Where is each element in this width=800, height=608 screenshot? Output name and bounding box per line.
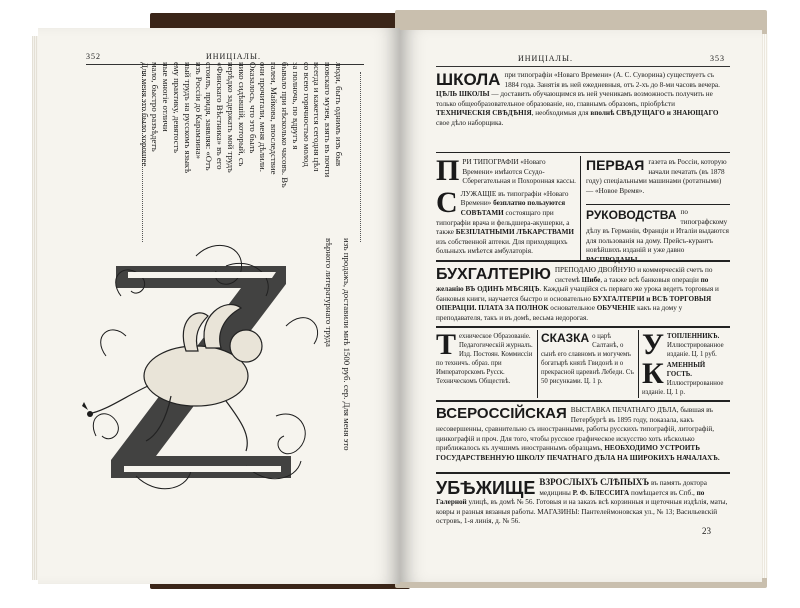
ad-journal-dropcap: Т	[436, 328, 457, 361]
ad-bookkeeping-name: Шибе	[581, 275, 601, 284]
ad-school-goal: ЦѢЛЬ ШКОЛЫ	[436, 90, 490, 99]
ad-exhibition-need: НЕОБХОДИМО УСТРОИТЬ ГОСУДАРСТВЕННУЮ ШКОЛУ ПЕЧАТНАГО ДѢЛА НА ШИРОКИХЪ НАЧАЛАХЪ.	[436, 444, 720, 462]
ad-journal	[436, 328, 534, 386]
ad-drowned-dropcap2: К	[642, 357, 664, 390]
ad-fund-dropcap: П	[436, 154, 460, 187]
column-line: стоилъ, придя, заявляя: «Отъ	[204, 62, 215, 171]
ad-first-text: газета въ Россіи, которую начали печатать (въ 1878 году) спеціальными машинами (ротатными) — «Новое Время».	[586, 158, 727, 195]
rule	[436, 472, 730, 474]
ad-exhibition	[436, 406, 730, 464]
winged-cherub-initial-z-icon	[76, 236, 332, 504]
ad-bookkeeping	[436, 266, 730, 324]
right-running-head: ИНИЦIАЛЫ.	[518, 54, 573, 63]
ad-fund-text1: РИ ТИПОГРАФІИ «Новаго Времени» имѣются Ссудо-Сберегательная и Похоронная кассы.	[462, 158, 576, 186]
ad-shelter	[436, 478, 730, 527]
ad-drowned-text2: Иллюстрированное изданіе. Ц. 1 р.	[642, 380, 724, 396]
column-line: люди, быть однимъ изъ быв	[334, 62, 344, 167]
rule	[638, 330, 639, 398]
left-rotated-text	[139, 62, 344, 240]
ad-exhibition-text1: ВЫСТАВКА ПЕЧАТНАГО ДѢЛА, бывшая въ Петербургѣ въ 1895 году, показала, какъ несовершенны, сравнительно съ иностранными, работы русскихъ типографій, литографій, цинкографій и проч. Для того, чтобы русское графическое искусство хоть нѣсколько приближалось къ лучшимъ иностраннымъ образцамъ,	[436, 406, 715, 453]
ad-bookkeeping-text4: основательное	[550, 304, 595, 313]
ad-drowned-headline2: АМЕННЫЙ ГОСТЬ.	[666, 362, 706, 378]
rule	[436, 152, 730, 153]
ad-tale-text: о царѣ Салтанѣ, о сынѣ его славномъ и могучемъ богатырѣ князѣ Гвидонѣ и о прекрасной царевнѣ Лебеди. Съ 50 рисунками. Ц. 1 р.	[541, 333, 634, 385]
ad-tale-headline: СКАЗКА	[541, 331, 590, 345]
ad-bookkeeping-fee: ПЛАТА ЗА ПОЛНОК	[478, 304, 549, 313]
ad-shelter-text3: улицѣ, въ домѣ № 56. Готовыя и на заказъ всѣ корзинныя и щеточныя издѣлія, маты, ковры и разныя вязаныя работы. МАГАЗИНЫ: Пантелеймоновская ул., № 13; Васильевскій островъ, 1-я линія, д. № 56.	[436, 498, 728, 526]
ad-exhibition-headline: ВСЕРОССІЙСКАЯ	[436, 405, 567, 422]
column-line: мало, быстро разъѣдетъ	[150, 62, 161, 152]
ad-shelter-sub: ВЗРОСЛЫХЪ СЛѢПЫХЪ	[539, 477, 650, 487]
left-rotated-caption	[316, 238, 356, 500]
column-line: со всею горячностью молод	[301, 62, 312, 167]
dotted-rule	[360, 72, 362, 242]
ad-fund-advice: СОВѢТАМИ	[460, 208, 504, 217]
ad-school-text2: — доставить обучающимся въ ней ученикамъ возможность получить не только общеобразовательное образованіе, но, главнымъ образомъ, пріобрѣсти	[436, 90, 713, 108]
ad-fund-text4: изъ собственной аптеки. Для приходящихъ больныхъ имѣется амбулаторія.	[436, 237, 568, 256]
column-line: Оказалось, что это былъ	[247, 62, 258, 154]
ad-guides-headline: РУКОВОДСТВА	[586, 208, 677, 222]
ad-fund-meds: БЕЗПЛАТНЫМИ ЛѢКАРСТВАМИ	[455, 228, 574, 237]
column-line: изъ Россіи до Карамзина»	[193, 62, 204, 160]
ad-shelter-text1: въ память доктора медицины	[539, 479, 707, 497]
ad-tale	[541, 332, 635, 386]
column-line: ный трудъ на русскомъ языкѣ	[182, 62, 193, 173]
ad-drowned	[642, 328, 730, 397]
ad-school-tech: ТЕХНИЧЕСКІЯ СВѢДѢНІЯ	[436, 109, 532, 118]
ad-guides-text1: по типографскому дѣлу въ Германіи, Франціи и Италіи выдаются для пользованія на дому. Прейсъ-курантъ новѣйшихъ изданій и уже давно	[586, 208, 729, 255]
column-line: они прочитали, меня дѣлили.	[258, 62, 269, 172]
ad-school-headline: ШКОЛА	[436, 70, 501, 89]
ad-bookkeeping-allops: БУХГАЛТЕРІИ и ВСѢ ТОРГОВЫЯ ОПЕРАЦІИ.	[436, 294, 712, 313]
ad-drowned-text: Иллюстрированное изданіе. Ц. 1 руб.	[667, 342, 724, 358]
ad-fund	[436, 154, 576, 257]
rule	[537, 330, 538, 398]
ad-school-text3: , необходимыя для	[531, 109, 589, 118]
rule	[580, 156, 581, 260]
ad-fund-free: безплатно пользуются	[493, 199, 566, 208]
ad-bookkeeping-text5: какъ на дому у преподавателя, такъ и въ домѣ, весьма недорогая.	[436, 304, 683, 322]
ad-guides-sold: РАСПРОДАНЫ.	[586, 255, 640, 264]
ad-school	[436, 71, 730, 129]
rule	[436, 260, 730, 262]
ad-fund-text3: состоящаго при типографіи врача и фельдшера-акушерки, а также	[436, 208, 570, 237]
ad-first	[586, 158, 730, 196]
caption-line-2: вѣрного литературнаго труда	[324, 238, 334, 347]
ad-school-text4: свое дѣло наборщика.	[436, 118, 504, 127]
ad-fund-dropcap2: С	[436, 185, 458, 219]
ad-shelter-doctor: Р. Ф. БЛЕССИГА	[572, 488, 630, 497]
column-line: всегда и кажется сегодня цѣл	[312, 62, 323, 172]
ad-bookkeeping-headline: БУХГАЛТЕРІЮ	[436, 266, 551, 283]
rule	[436, 326, 730, 328]
column-line: за полночь, по вдругъ я	[290, 62, 301, 150]
column-line: бывало при нѣсколько часовъ. Въ	[280, 62, 291, 188]
column-line: галеи, Майкова, впоследствие	[269, 62, 280, 175]
ad-bookkeeping-text3: . Каждый учащійся съ перваго же урока ведетъ торговыя и банковыя книги, научается быстро и основательно	[436, 285, 719, 303]
ad-shelter-street: по Галерной	[436, 488, 705, 507]
ad-school-text1: при типографіи «Новаго Времени» (А. С. Суворина) существуетъ съ 1884 года. Занятія въ ней ежедневныя, отъ 2-хъ до 8-ми часовъ вечера.	[504, 71, 720, 89]
ad-fund-text2: ЛУЖАЩІЕ въ типографіи «Новаго Времени»	[460, 189, 569, 208]
ad-bookkeeping-teach: ОБУЧЕНІЕ	[596, 304, 636, 313]
footer-page-number: 23	[702, 526, 711, 536]
ad-school-master: вполнѣ СВѢДУЩАГО и ЗНАЮЩАГО	[590, 109, 719, 118]
column-line: ему практику, девятостъ	[172, 62, 183, 153]
ad-bookkeeping-text2: , а также всѣ банковыя операціи	[600, 275, 699, 284]
left-page-number: 352	[86, 52, 101, 61]
column-line: Для меня это было хорошее	[139, 62, 150, 167]
rule	[586, 204, 730, 205]
ad-shelter-text2: помѣщается въ Спб.,	[630, 488, 695, 497]
ad-bookkeeping-text1: ПРЕПОДАЮ ДВОЙНУЮ и коммерческій счетъ по системѣ	[554, 266, 713, 284]
right-head-rule	[436, 66, 730, 67]
ad-bookkeeping-desire: по желанію ВЪ ОДИНЪ МѢСЯЦЪ	[436, 275, 709, 294]
left-running-head: ИНИЦIАЛЫ.	[206, 52, 261, 61]
ad-journal-text: ехническое Образованіе. Педагогическій журналъ. Изд. Постоян. Коммиссіи по техничъ. образ. при Императорскомъ Русск. Техническомъ Обществѣ.	[436, 333, 533, 385]
ad-first-headline: ПЕРВАЯ	[586, 157, 645, 173]
right-page-number: 353	[710, 54, 725, 63]
column-line: нико сидѣвшій, который, съ	[236, 62, 247, 167]
right-page	[400, 30, 762, 582]
ad-drowned-headline: ТОПЛЕННИКЪ.	[667, 333, 720, 340]
column-line: нерѣдко задержать мой трудъ	[226, 62, 237, 173]
column-line: «Финскаго Вѣстника» въ его	[215, 62, 226, 170]
caption-line-1: изъ продажъ, доставили мнѣ 1500 руб. сер. Для меня это	[342, 238, 352, 451]
ad-guides	[586, 208, 730, 266]
column-line: повскаго музея, взять въ почти	[323, 62, 334, 178]
rule	[436, 400, 730, 402]
column-line: ные многіе отличи	[161, 62, 172, 132]
ad-drowned-dropcap: У	[642, 328, 665, 361]
ad-shelter-headline: УБѢЖИЩЕ	[436, 478, 536, 498]
